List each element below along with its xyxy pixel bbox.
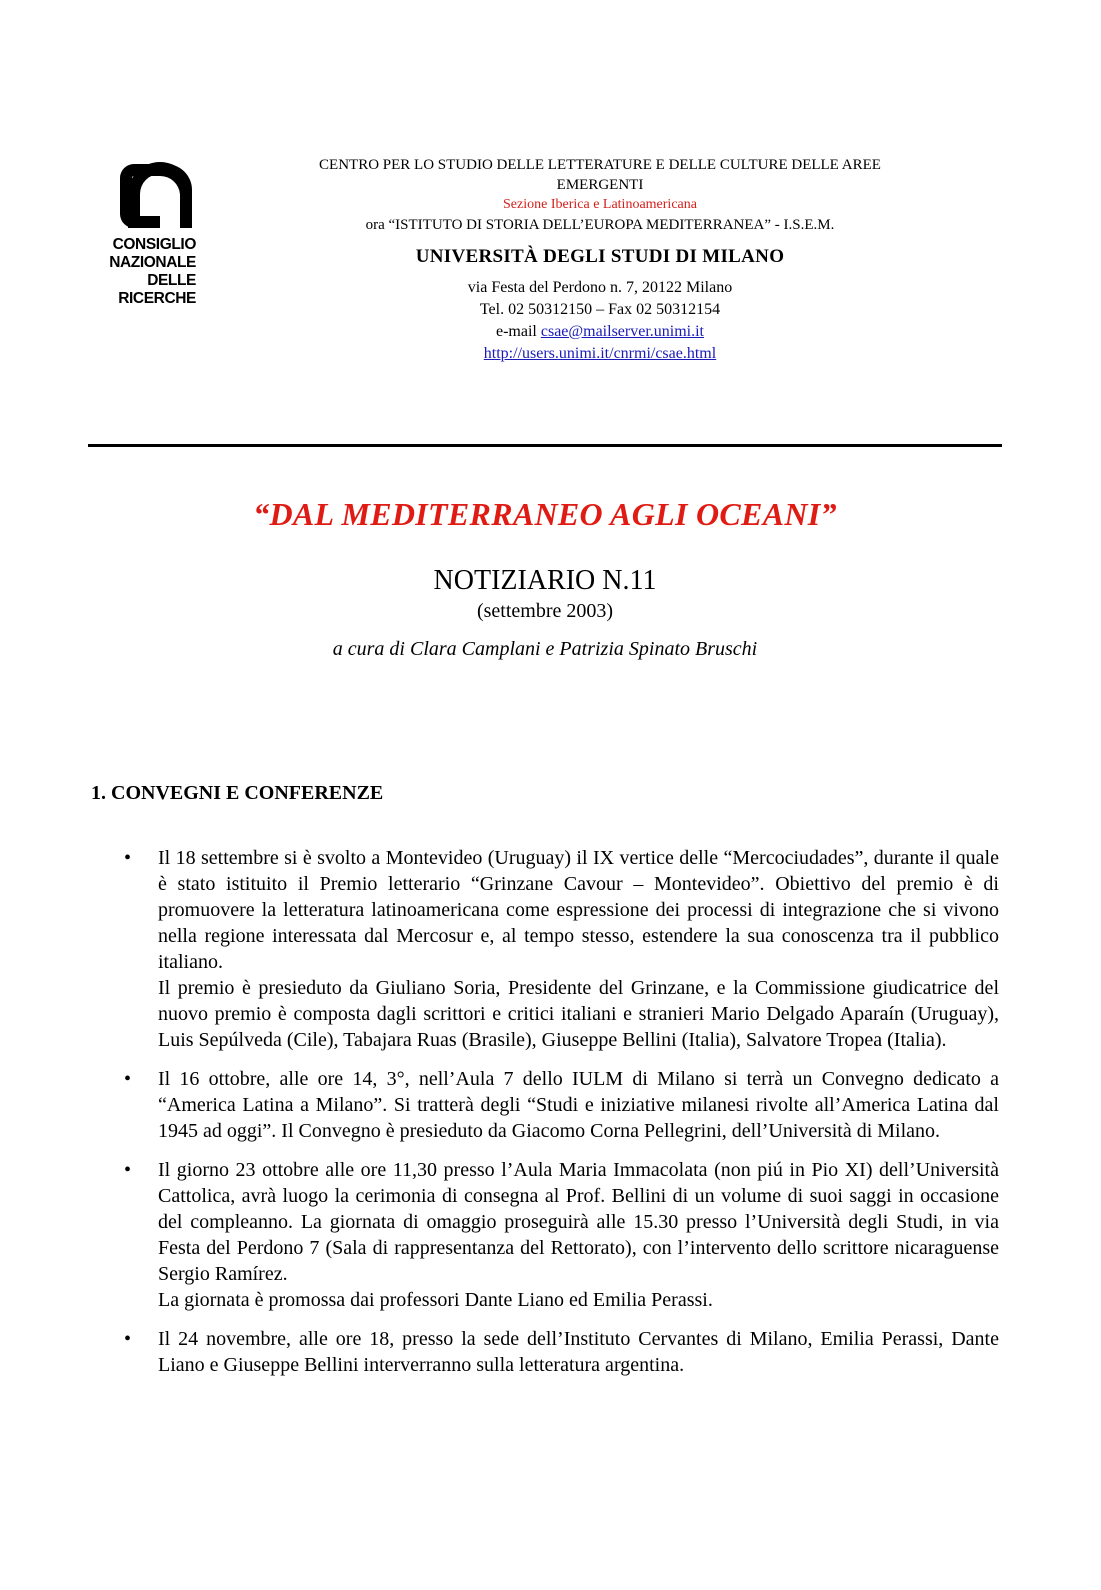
item-paragraph: • Il 18 settembre si è svolto a Montevideo (Uruguay) il IX vertice delle “Mercociudades”, durante il quale è stato istituito il Premio letterario “Grinzane Cavour – Montevideo”. Obiettivo del premio è di promuovere la letteratura latinoamericana come espressione dei processi di integrazione che si vivono nella regione interessata dal Mercosur e, al tempo stesso, estendere la sua conoscenza tra il pubblico italiano. — [158, 847, 999, 973]
email-line — [260, 321, 940, 343]
section-heading: 1. CONVEGNI E CONFERENZE — [91, 782, 384, 804]
email-label: e-mail — [495, 323, 541, 340]
item-paragraph: La giornata è promossa dai professori Dante Liano ed Emilia Perassi. — [158, 1289, 713, 1311]
website-link[interactable]: http://users.unimi.it/cnrmi/csae.html — [483, 345, 717, 362]
cnr-emblem-icon — [116, 160, 196, 232]
title-block — [88, 492, 1002, 662]
cnr-logo — [100, 160, 200, 308]
newsletter-title: “DAL MEDITERRANEO AGLI OCEANI” — [253, 496, 837, 532]
item-paragraph: • Il giorno 23 ottobre alle ore 11,30 presso l’Aula Maria Immacolata (non piú in Pio XI) dell’Università Cattolica, avrà luogo la cerimonia di consegna al Prof. Bellini di un volume di suoi saggi in occasione del compleanno. La giornata di omaggio proseguirà alle 15.30 presso l’Università degli Studi, in via Festa del Perdono 7 (Sala di rappresentanza del Rettorato), con l’intervento dello scrittore nicaraguense Sergio Ramírez. — [158, 1159, 999, 1285]
website-line — [260, 343, 940, 365]
list-item — [158, 1066, 999, 1144]
center-name-line1: CENTRO PER LO STUDIO DELLE LETTERATURE E DELLE CULTURE DELLE AREE — [319, 157, 881, 173]
logo-line: RICERCHE — [118, 290, 196, 307]
item-paragraph: • Il 16 ottobre, alle ore 14, 3°, nell’Aula 7 dello IULM di Milano si terrà un Convegno dedicato a “America Latina a Milano”. Si tratterà degli “Studi e iniziative milanesi rivolte all’America Latina dal 1945 ad oggi”. Il Convegno è presieduto da Giacomo Corna Pellegrini, dell’Università di Milano. — [158, 1068, 999, 1142]
center-name-line2: EMERGENTI — [556, 177, 644, 193]
cnr-logo-text — [100, 236, 196, 308]
email-link[interactable]: csae@mailserver.unimi.it — [540, 323, 704, 340]
address: via Festa del Perdono n. 7, 20122 Milano — [467, 279, 733, 296]
phone-fax: Tel. 02 50312150 – Fax 02 50312154 — [479, 301, 721, 318]
item-paragraph: • Il 24 novembre, alle ore 18, presso la sede dell’Instituto Cervantes di Milano, Emilia Perassi, Dante Liano e Giuseppe Bellini interverranno sulla letteratura argentina. — [158, 1328, 999, 1376]
logo-line: CONSIGLIO — [112, 236, 196, 253]
editors: a cura di Clara Camplani e Patrizia Spinato Bruschi — [332, 638, 758, 660]
issue-date: (settembre 2003) — [476, 600, 614, 622]
item-paragraph: Il premio è presieduto da Giuliano Soria, Presidente del Grinzane, e la Commissione giudicatrice del nuovo premio è composta dagli scrittori e critici italiani e stranieri Mario Delgado Aparaín (Uruguay), Luis Sepúlveda (Cile), Tabajara Ruas (Brasile), Giuseppe Bellini (Italia), Salvatore Tropea (Italia). — [158, 977, 999, 1051]
list-item — [158, 1326, 999, 1378]
list-item — [158, 845, 999, 1053]
logo-line: NAZIONALE — [109, 254, 196, 271]
institute-name: ora “ISTITUTO DI STORIA DELL’EUROPA MEDITERRANEA” - I.S.E.M. — [365, 217, 835, 233]
list-item — [158, 1157, 999, 1313]
issue-number: NOTIZIARIO N.11 — [433, 565, 657, 596]
event-list — [158, 845, 999, 1391]
section-name: Sezione Iberica e Latinoamericana — [503, 197, 697, 212]
university-name: UNIVERSITÀ DEGLI STUDI DI MILANO — [415, 246, 785, 267]
letterhead — [260, 155, 940, 365]
logo-line: DELLE — [147, 272, 196, 289]
header-divider — [88, 444, 1002, 447]
